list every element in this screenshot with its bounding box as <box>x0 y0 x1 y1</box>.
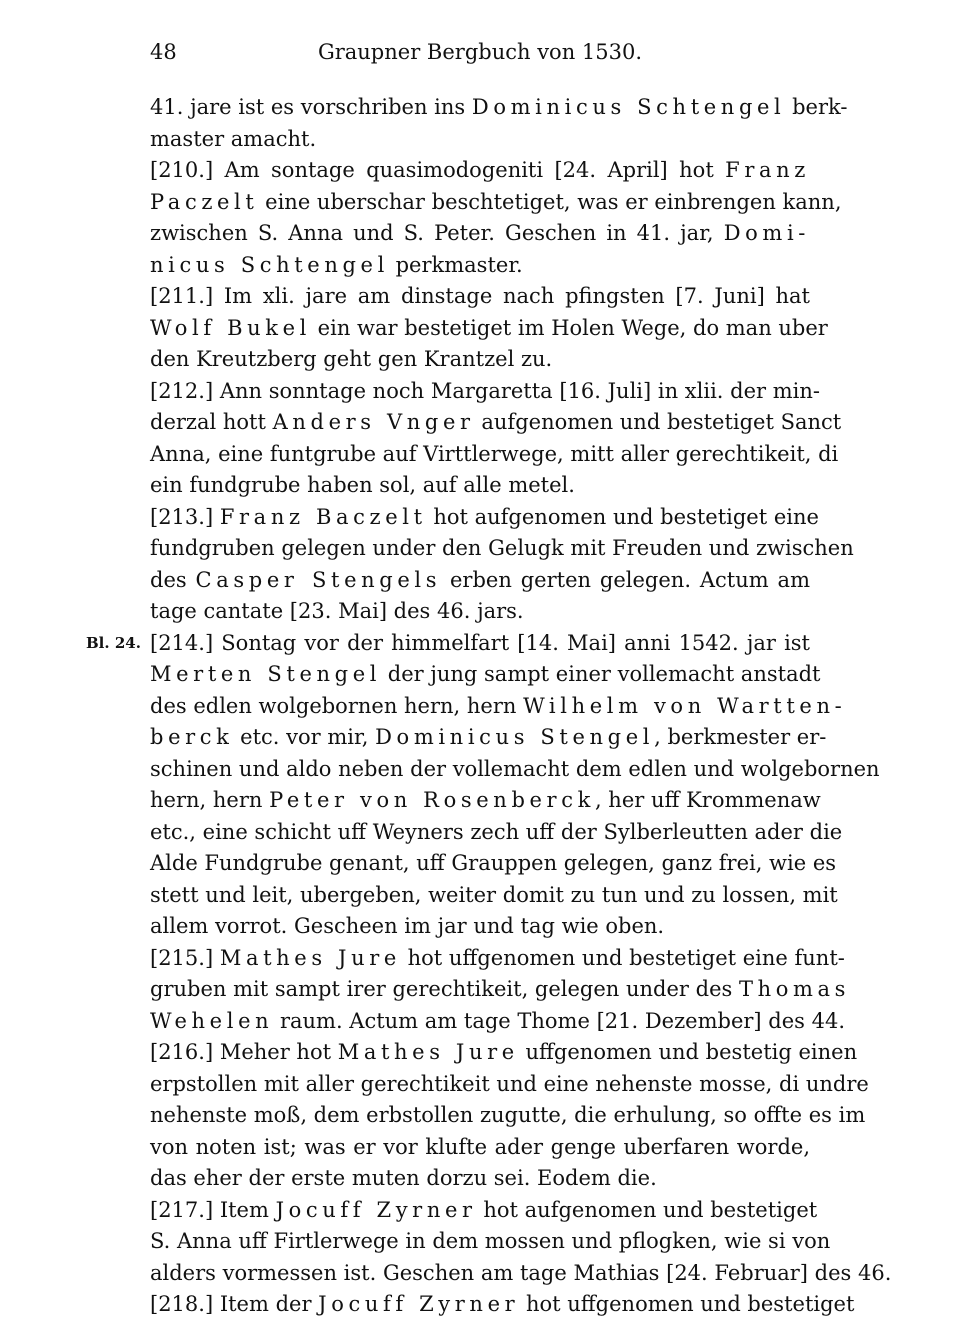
text-line <box>150 1006 846 1038</box>
text-run: [216.] Meher hot <box>150 1040 338 1064</box>
spaced-name: Anders Vnger <box>272 410 475 434</box>
spaced-name: Mathes Jure <box>337 1040 519 1064</box>
spaced-name: Jocuff Zyrner <box>318 1292 520 1316</box>
text-line <box>150 722 827 754</box>
text-run: hot aufgenomen und bestetiget eine <box>426 504 819 529</box>
text-line <box>150 439 839 471</box>
text-run: allem vorrot. Gescheen im jar und tag wie oben. <box>150 914 665 938</box>
text-line <box>86 628 810 660</box>
text-run: perkmaster. <box>388 252 523 277</box>
text-run: uffgenomen und bestetig einen <box>518 1040 858 1064</box>
text-run: etc. vor mir, <box>233 725 376 749</box>
text-run: , berkmester er- <box>654 725 827 749</box>
spaced-name: Wehelen <box>150 1008 274 1033</box>
text-run: , her uff Krommenaw <box>594 788 821 812</box>
text-line <box>150 155 810 187</box>
text-line <box>150 659 821 691</box>
text-run: ein war bestetiget im Holen Wege, do man uber <box>311 315 828 340</box>
text-run: [213.] <box>150 504 220 529</box>
spaced-name: Peter von Rosenberck <box>269 788 595 812</box>
text-run: aufgenomen und bestetiget Sanct <box>474 410 842 434</box>
text-run: eine uberschar beschtetiget, was er einbrengen kann, <box>258 189 842 214</box>
text-line <box>150 1132 810 1164</box>
text-line <box>150 1163 810 1195</box>
text-run: [211.] Im xli. jare am dinstage nach pfingsten [7. Juni] hat <box>150 284 810 308</box>
text-run: [218.] Item der <box>150 1292 319 1316</box>
text-line <box>150 848 837 880</box>
spaced-name: Casper Stengels <box>195 567 442 592</box>
text-run: hot uffgenomen und bestetiget <box>519 1292 855 1316</box>
spaced-name: Dominicus Schtengel <box>471 95 786 119</box>
spaced-name: nicus Schtengel <box>150 252 389 277</box>
text-line <box>150 1069 869 1101</box>
text-line <box>150 817 843 849</box>
text-run: zwischen S. Anna und S. Peter. Geschen in 41. jar, <box>150 221 724 245</box>
spaced-name: Franz Baczelt <box>219 504 427 529</box>
spaced-name: Franz <box>725 158 810 182</box>
text-line <box>150 785 821 817</box>
text-run: schinen und aldo neben der vollemacht dem edlen und wolgebornen <box>150 756 880 781</box>
text-line <box>150 1226 831 1258</box>
spaced-name: Mathes Jure <box>219 945 401 970</box>
text-run: der jung sampt einer vollemacht anstadt <box>381 662 821 686</box>
text-line <box>150 313 828 345</box>
text-run: stett und leit, ubergeben, weiter domit zu tun und zu lossen, mit <box>150 882 838 907</box>
text-line <box>150 880 838 912</box>
text-line <box>150 187 842 219</box>
text-run: hot uffgenomen und bestetiget eine funt- <box>400 945 845 970</box>
text-run: raum. Actum am tage Thome [21. Dezember] des 44. <box>273 1008 846 1033</box>
text-line <box>150 92 848 124</box>
text-line <box>150 250 810 282</box>
text-run: erben gerten gelegen. Actum am <box>441 567 810 592</box>
text-line <box>150 596 810 628</box>
text-run: tage cantate [23. Mai] des 46. jars. <box>150 599 524 623</box>
text-run: master amacht. <box>150 126 317 151</box>
text-run: S. Anna uff Firtlerwege in dem mossen und pflogken, wie si von <box>150 1229 831 1253</box>
text-line <box>150 754 880 786</box>
text-run: Anna, eine funtgrube auf Virttlerwege, mitt aller gerechtikeit, di <box>150 441 839 466</box>
text-run: [210.] Am sontage quasimodogeniti [24. April] hot <box>150 158 726 182</box>
spaced-name: Paczelt <box>150 189 259 214</box>
text-run: [214.] Sontag vor der himmelfart [14. Mai] anni 1542. jar ist <box>150 630 810 655</box>
text-line <box>150 1289 855 1321</box>
text-line <box>150 470 810 502</box>
text-run: erpstollen mit aller gerechtikeit und eine nehenste mosse, di undre <box>150 1071 869 1096</box>
spaced-name: Wolf Bukel <box>150 315 311 340</box>
page-header <box>150 40 810 74</box>
text-line <box>150 533 854 565</box>
text-line <box>150 565 810 597</box>
text-line <box>150 502 819 534</box>
text-line <box>150 218 810 250</box>
running-title: Graupner Bergbuch von 1530. <box>317 40 643 64</box>
text-line <box>150 1100 866 1132</box>
text-line <box>150 344 810 376</box>
text-run: etc., eine schicht uff Weyners zech uff der Sylberleutten ader die <box>150 819 843 844</box>
text-run: von noten ist; was er vor klufte ader genge uberfaren worde, <box>150 1134 810 1159</box>
text-run: hot aufgenomen und bestetiget <box>476 1197 818 1222</box>
spaced-name: Dominicus Stengel <box>375 725 655 749</box>
spaced-name: Wilhelm von Wartten- <box>523 693 847 718</box>
text-run: [217.] Item <box>150 1197 276 1222</box>
text-line <box>150 281 810 313</box>
spaced-name: berck <box>150 725 234 749</box>
page-number: 48 <box>150 40 177 64</box>
text-run: [212.] Ann sonntage noch Margaretta [16. Juli] in xlii. der min- <box>150 378 820 403</box>
text-run: des edlen wolgebornen hern, hern <box>150 693 524 718</box>
spaced-name: Merten Stengel <box>150 662 382 686</box>
text-run: gruben mit sampt irer gerechtikeit, gelegen under des <box>150 977 739 1001</box>
text-line <box>150 407 842 439</box>
body-text <box>86 92 892 1321</box>
text-run: 41. jare ist es vorschriben ins <box>150 95 472 119</box>
text-run: fundgruben gelegen under den Gelugk mit Freuden und zwischen <box>150 536 854 560</box>
spaced-name: Thomas <box>738 977 851 1001</box>
text-line <box>150 124 810 156</box>
text-run: derzal hott <box>150 410 273 434</box>
text-run: des <box>150 567 196 592</box>
text-line <box>150 974 851 1006</box>
text-run: berk- <box>785 95 848 119</box>
text-line <box>150 1037 858 1069</box>
text-run: hern, hern <box>150 788 270 812</box>
margin-note: Bl. 24. <box>86 633 141 652</box>
text-run: ein fundgrube haben sol, auf alle metel. <box>150 473 575 497</box>
text-line <box>150 376 820 408</box>
text-line <box>150 943 845 975</box>
text-line <box>150 691 847 723</box>
text-line <box>150 1195 818 1227</box>
text-line <box>150 1258 892 1290</box>
spaced-name: Jocuff Zyrner <box>275 1197 477 1222</box>
text-run: das eher der erste muten dorzu sei. Eodem die. <box>150 1166 657 1190</box>
text-run: [215.] <box>150 945 220 970</box>
text-line <box>150 911 810 943</box>
text-run: alders vormessen ist. Geschen am tage Mathias [24. Februar] des 46. <box>150 1260 892 1285</box>
text-run: nehenste moß, dem erbstollen zugutte, die erhulung, so offte es im <box>150 1103 866 1127</box>
text-run: den Kreutzberg geht gen Krantzel zu. <box>150 347 553 371</box>
spaced-name: Domi- <box>723 221 810 245</box>
text-run: Alde Fundgrube genant, uff Grauppen gelegen, ganz frei, wie es <box>150 851 837 875</box>
